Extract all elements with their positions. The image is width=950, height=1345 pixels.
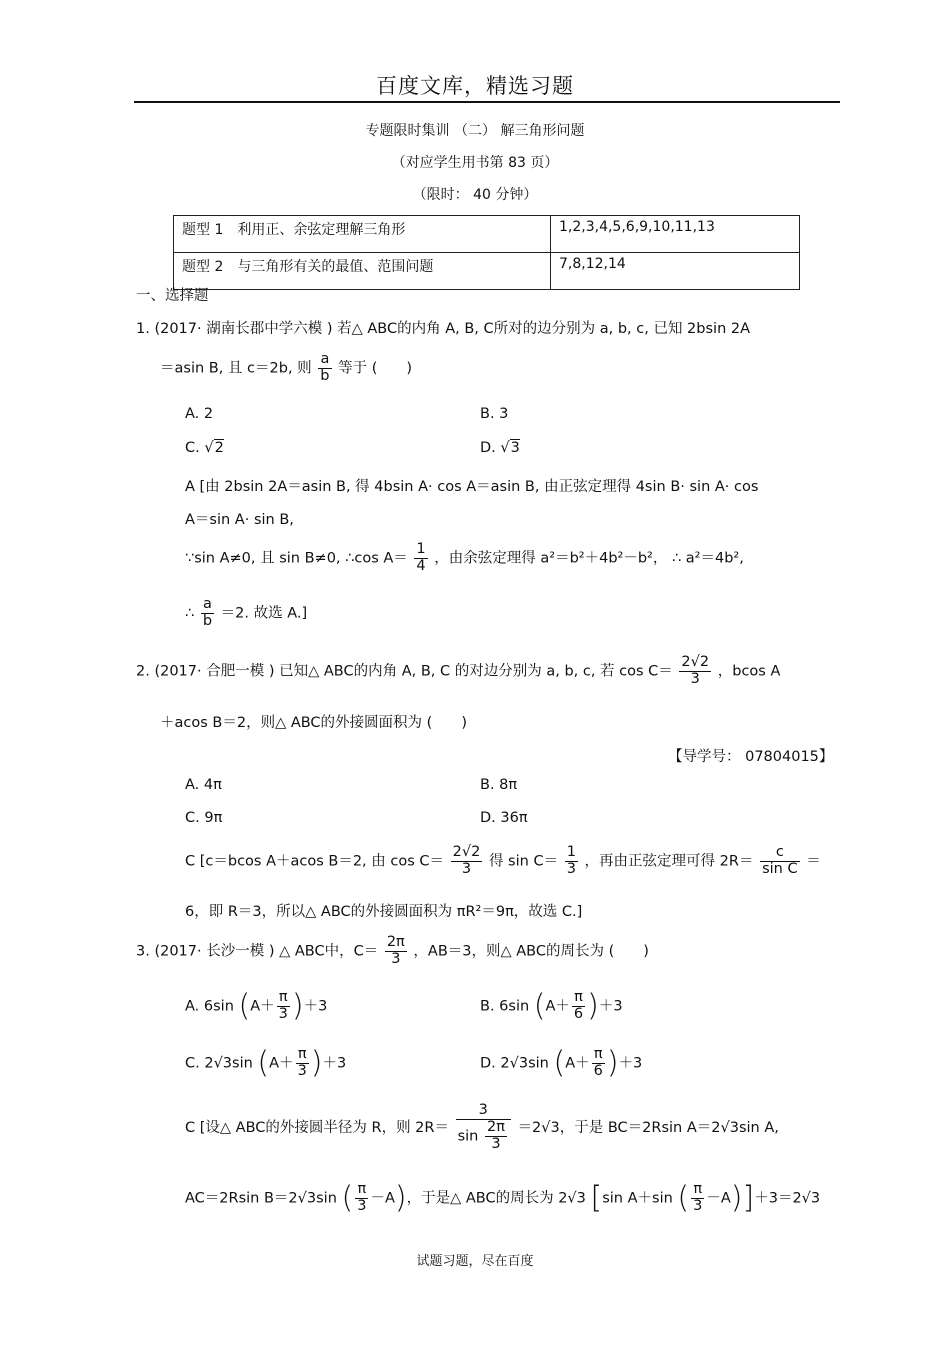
text: ＝2√3，于是 BC＝2Rsin A＝2√3sin A, [517, 1119, 779, 1136]
q1-line2-a: ＝asin B, 且 c＝2b, 则 [160, 360, 312, 377]
denominator: b [320, 367, 330, 384]
option-label: D. 2√3sin [480, 1055, 549, 1072]
q3-option-a: A. 6sin (A＋ $\frac{\pi}{3}$ )＋3 [185, 988, 328, 1024]
q1-option-a: A. 2 [185, 406, 214, 422]
q1-solution-line3 [185, 542, 744, 575]
fraction-a-over-b [318, 352, 331, 385]
numerator: 1 [566, 844, 576, 860]
doc-subtitle: 专题限时集训 （二） 解三角形问题 [365, 123, 585, 139]
numerator: 2π [386, 934, 405, 950]
page-footer: 试题习题，尽在百度 [416, 1254, 534, 1269]
option-label: A. 6sin [185, 998, 234, 1015]
sqrt-icon: √3 [500, 440, 520, 456]
denominator: sin $\frac{2\pi}{3}$ [457, 1118, 505, 1152]
q2-option-c: C. 9π [185, 810, 223, 826]
text: AC＝2Rsin B＝2√3sin [185, 1190, 337, 1207]
text: ，由余弦定理得 a²＝b²＋4b²－b²， ∴ a²＝4b², [434, 550, 744, 567]
radicand: 2 [214, 440, 224, 456]
fraction: $\frac{\pi}{6}$ [573, 989, 584, 1022]
denominator: 3 [461, 860, 472, 877]
text: ，再由正弦定理可得 2R＝ [584, 853, 754, 870]
table-row [174, 216, 800, 253]
text: C [设△ ABC的外接圆半径为 R，则 2R＝ [185, 1119, 449, 1136]
q3-solution-line1 [185, 1103, 779, 1153]
text: sin A＋sin [602, 1190, 673, 1207]
fraction: $\frac{\pi}{3}$ [693, 1181, 703, 1214]
q3-line1 [136, 935, 649, 968]
fraction: $\frac{\pi}{6}$ [593, 1046, 603, 1079]
fraction: $\frac{\pi}{3}$ [297, 1046, 307, 1079]
numerator: 2√2 [452, 844, 481, 860]
fraction [451, 845, 483, 878]
q2-solution-line2: 6，即 R＝3，所以△ ABC的外接圆面积为 πR²＝9π，故选 C.] [185, 904, 583, 920]
fraction [414, 542, 427, 575]
q1-solution-line2: A＝sin A· sin B, [185, 512, 294, 528]
items-cell: 1,2,3,4,5,6,9,10,11,13 [551, 216, 800, 253]
q3-option-c: C. 2√3sin (A＋ $\frac{\pi}{3}$ )＋3 [185, 1045, 347, 1081]
numerator: a [201, 597, 214, 614]
text: C [c＝bcos A＋acos B＝2, 由 cos C＝ [185, 853, 445, 870]
text: 3. (2017· 长沙一模 ) △ ABC中，C＝ [136, 943, 379, 960]
text: 2. (2017· 合肥一模 ) 已知△ ABC的内角 A, B, C 的对边分别为 a, b, c, 若 cos C＝ [136, 663, 673, 680]
denominator: b [202, 612, 213, 629]
topic-cell: 题型 2 与三角形有关的最值、范围问题 [174, 253, 551, 290]
q2-line2: ＋acos B＝2，则△ ABC的外接圆面积为 ( ) [160, 715, 467, 731]
text: ∵sin A≠0, 且 sin B≠0, ∴cos A＝ [185, 550, 408, 567]
q3-option-b: B. 6sin (A＋ $\frac{\pi}{6}$ )＋3 [480, 988, 623, 1024]
fraction [456, 1103, 511, 1153]
fraction [565, 845, 578, 878]
fraction [385, 935, 407, 968]
q1-solution-line4 [185, 597, 307, 630]
table-row [174, 253, 800, 290]
text: ，bcos A [717, 663, 781, 680]
q2-option-d: D. 36π [480, 810, 528, 826]
text: ＝ [806, 853, 821, 870]
option-label: D. [480, 440, 496, 456]
topics-table [173, 215, 800, 290]
option-label: B. 6sin [480, 998, 530, 1015]
denominator: 4 [416, 557, 426, 574]
fraction: $\frac{\pi}{3}$ [278, 989, 288, 1022]
q2-guide-number: 【导学号： 07804015】 [668, 749, 834, 765]
numerator: 1 [416, 541, 426, 557]
text: ，于是△ ABC的周长为 2√3 [406, 1190, 586, 1207]
q2-option-a: A. 4π [185, 777, 222, 793]
q2-line1 [136, 655, 780, 688]
q2-option-b: B. 8π [480, 777, 518, 793]
text: ∴ [185, 605, 195, 622]
option-label: C. 2√3sin [185, 1055, 253, 1072]
fraction: $\frac{\pi}{3}$ [357, 1181, 367, 1214]
denominator: 3 [566, 860, 576, 877]
q1-line2 [160, 352, 412, 385]
numerator: c [760, 845, 800, 862]
topic-cell: 题型 1 利用正、余弦定理解三角形 [174, 216, 551, 253]
q3-option-d: D. 2√3sin (A＋ $\frac{\pi}{6}$ )＋3 [480, 1045, 643, 1081]
denominator: sin C [762, 860, 798, 877]
option-label: C. [185, 440, 200, 456]
q2-solution-line1 [185, 845, 821, 878]
q1-line1: 1. (2017· 湖南长郡中学六模 ) 若△ ABC的内角 A, B, C所对的边分别为 a, b, c, 已知 2bsin 2A [136, 321, 751, 337]
q3-solution-line2: AC＝2Rsin B＝2√3sin ( $\frac{\pi}{3}$ －A)，于是△ ABC的周长为 2√3 [sin A＋sin ( $\frac{\pi}{3}$ －A)]＋3＝2√3 [185, 1180, 821, 1216]
items-cell: 7,8,12,14 [551, 253, 800, 290]
page-header-title: 百度文库，精选习题 [376, 74, 574, 98]
q1-solution-line1: A [由 2bsin 2A＝asin B, 得 4bsin A· cos A＝asin B, 由正弦定理得 4sin B· sin A· cos [185, 479, 759, 495]
text: ＋3＝2√3 [754, 1190, 821, 1207]
doc-time-limit: （限时： 40 分钟） [412, 187, 538, 203]
header-rule [134, 101, 840, 103]
fraction [760, 845, 800, 878]
q1-line2-b: 等于 ( ) [338, 360, 413, 377]
denominator: 3 [690, 670, 700, 687]
sqrt-icon: √2 [204, 440, 224, 456]
numerator: 2√2 [681, 654, 710, 670]
q1-option-d [480, 440, 520, 456]
doc-ref: （对应学生用书第 83 页） [391, 155, 559, 171]
radicand: 3 [510, 440, 520, 456]
q1-option-c [185, 440, 224, 456]
fraction [201, 597, 214, 630]
numerator: 3 [456, 1103, 511, 1120]
text: 得 sin C＝ [488, 853, 559, 870]
text: ，AB＝3，则△ ABC的周长为 ( ) [413, 943, 649, 960]
text: ＝2. 故选 A.] [220, 605, 308, 622]
q1-option-b: B. 3 [480, 406, 509, 422]
numerator: a [318, 352, 331, 369]
fraction [679, 655, 711, 688]
section-title: 一、选择题 [136, 288, 209, 304]
denominator: 3 [391, 950, 401, 967]
